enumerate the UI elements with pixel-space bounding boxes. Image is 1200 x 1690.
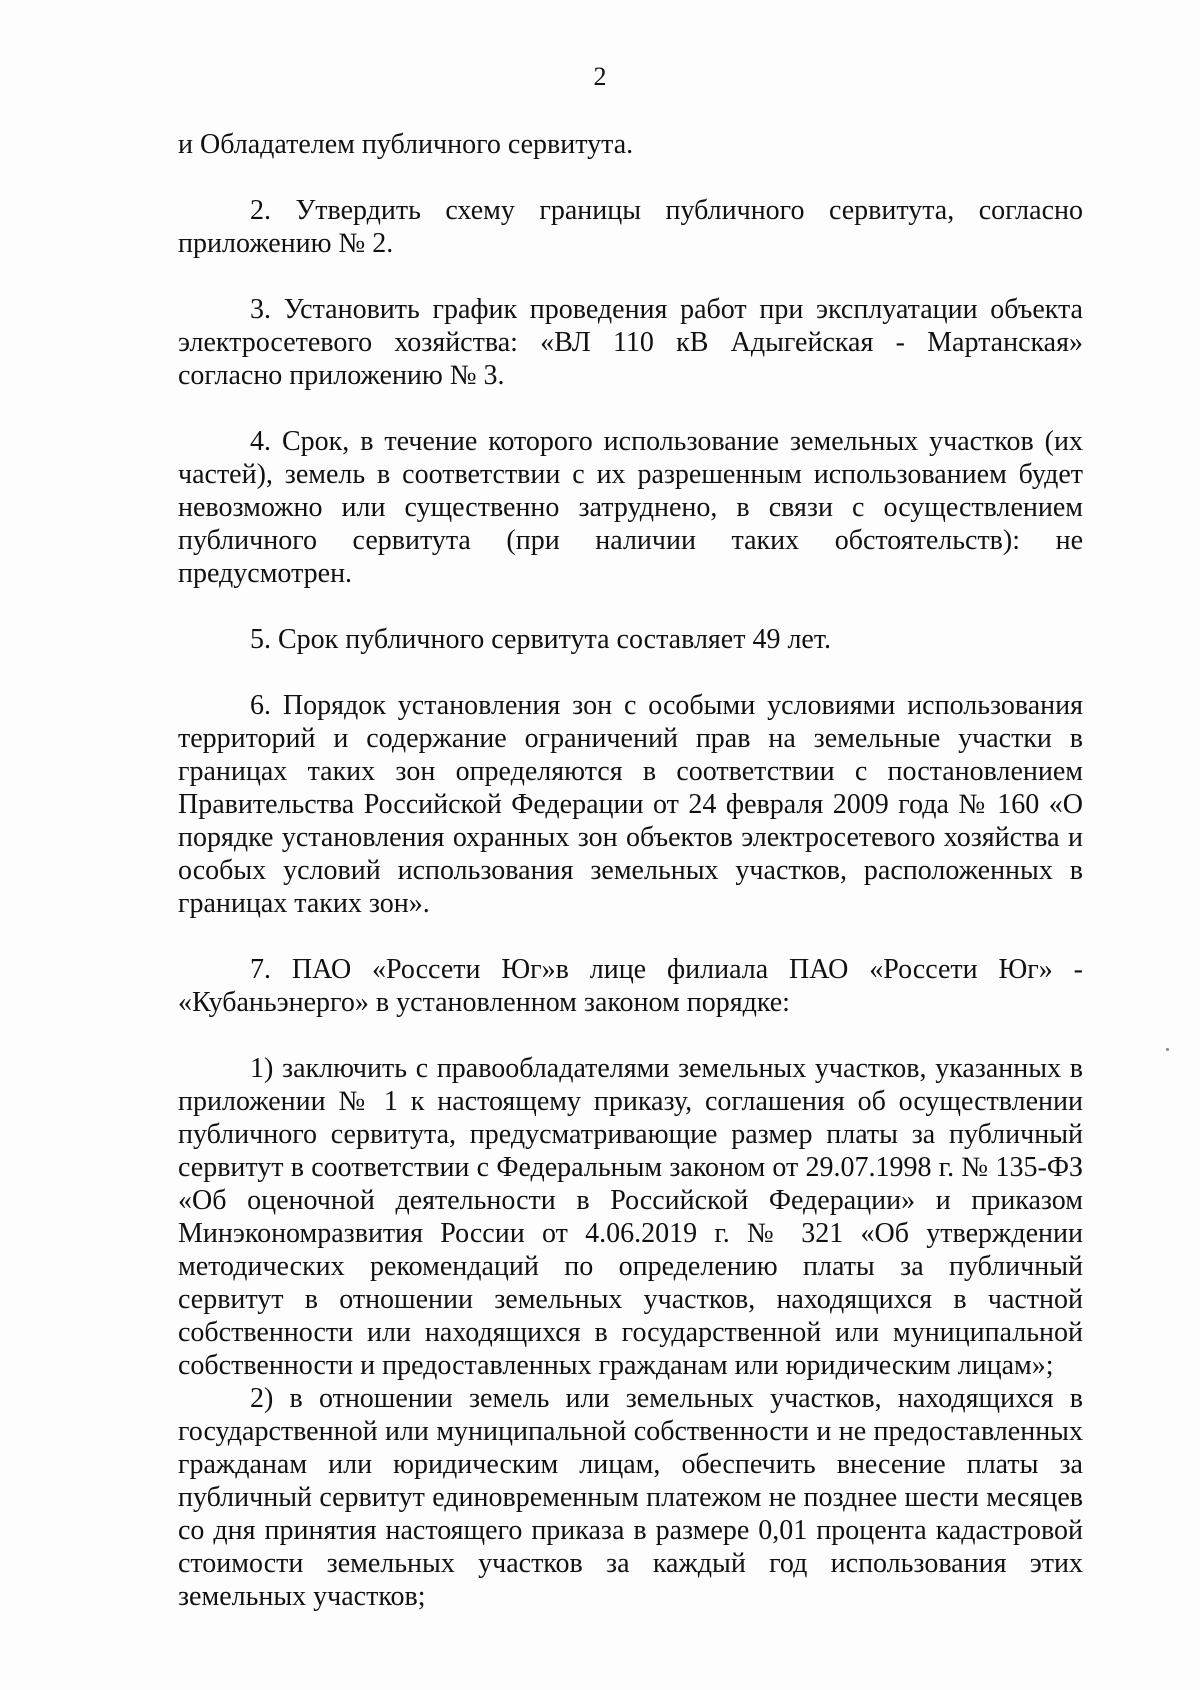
subparagraph-1: 1) заключить с правообладателями земельных участков, указанных в приложении № 1 к настоящему приказу, соглашения об осуществлении публичного сервитута, предусматривающие размер платы за публичный сервитут в соответствии с Федеральным законом от 29.07.1998 г. № 135-ФЗ «Об оценочной деятельности в Российской Федерации» и приказом Минэкономразвития России от 4.06.2019 г. № 321 «Об утверждении методических рекомендаций по определению платы за публичный сервитут в отношении земельных участков, находящихся в частной собственности или находящихся в государственной или муниципальной собственности и предоставленных гражданам или юридическим лицам»; bbox=[178, 1053, 1083, 1381]
scan-speck bbox=[1166, 1048, 1169, 1051]
paragraph-item-2: 2. Утвердить схему границы публичного сервитута, согласно приложению № 2. bbox=[178, 195, 1083, 259]
paragraph-item-7: 7. ПАО «Россети Юг»в лице филиала ПАО «Россети Юг» - «Кубаньэнерго» в установленном законом порядке: bbox=[178, 954, 1083, 1018]
paragraph-item-6: 6. Порядок установления зон с особыми условиями использования территорий и содержание ограничений прав на земельные участки в границах таких зон определяются в соответствии с постановлением Правительства Российской Федерации от 24 февраля 2009 года № 160 «О порядке установления охранных зон объектов электросетевого хозяйства и особых условий использования земельных участков, расположенных в границах таких зон». bbox=[178, 690, 1083, 919]
paragraph-item-3: 3. Установить график проведения работ при эксплуатации объекта электросетевого хозяйства: «ВЛ 110 кВ Адыгейская - Мартанская» согласно приложению № 3. bbox=[178, 294, 1083, 391]
paragraph-item-5: 5. Срок публичного сервитута составляет 49 лет. bbox=[250, 624, 831, 655]
page-number: 2 bbox=[593, 62, 607, 91]
paragraph-continuation: и Обладателем публичного сервитута. bbox=[178, 129, 634, 160]
paragraph-item-4: 4. Срок, в течение которого использование земельных участков (их частей), земель в соответствии с их разрешенным использованием будет невозможно или существенно затруднено, в связи с осуществлением публичного сервитута (при наличии таких обстоятельств): не предусмотрен. bbox=[178, 426, 1083, 589]
subparagraph-2: 2) в отношении земель или земельных участков, находящихся в государственной или муниципальной собственности и не предоставленных гражданам или юридическим лицам, обеспечить внесение платы за публичный сервитут единовременным платежом не позднее шести месяцев со дня принятия настоящего приказа в размере 0,01 процента кадастровой стоимости земельных участков за каждый год использования этих земельных участков; bbox=[178, 1383, 1083, 1612]
document-body bbox=[178, 128, 1083, 1613]
